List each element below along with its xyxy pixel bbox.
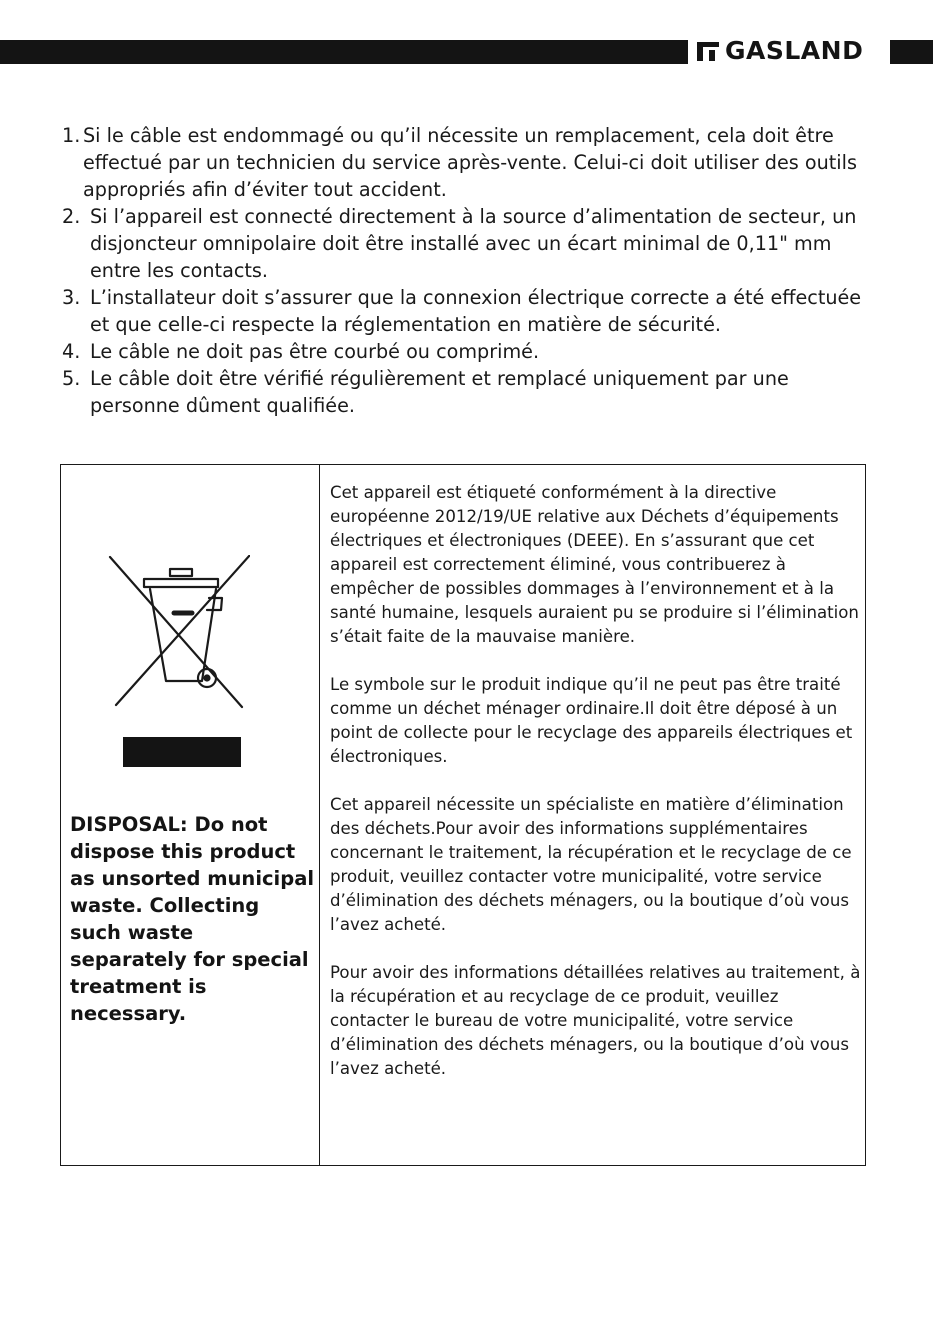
list-item-number: 4. xyxy=(62,340,81,363)
brand-name: GASLAND xyxy=(725,36,864,65)
list-item-text: Si l’appareil est connecté directement à la source d’alimentation de secteur, un disjoncteur omnipolaire doit être installé avec un écart minimal de 0,11" mm entre les contacts. xyxy=(90,205,857,282)
list-item-number: 2. xyxy=(62,205,81,228)
weee-paragraph: Cet appareil nécessite un spécialiste en matière d’élimination des déchets.Pour avoir des informations supplémentaires concernant le traitement, la récupération et le recyclage de ce produit, veuillez contacter votre municipalité, votre service d’élimination des déchets ménagers, ou la boutique d’où vous l’avez acheté. xyxy=(330,795,852,934)
list-item xyxy=(62,338,872,365)
weee-paragraph: Pour avoir des informations détaillées relatives au traitement, à la récupération et au recyclage de ce produit, veuillez contacter le bureau de votre municipalité, votre service d’élimination des déchets ménagers, ou la boutique d’où vous l’avez acheté. xyxy=(330,963,861,1078)
table-divider xyxy=(319,465,320,1165)
list-item xyxy=(62,203,872,284)
disposal-table xyxy=(60,464,866,1166)
list-item-number: 3. xyxy=(62,286,81,309)
list-item-text: Le câble doit être vérifié régulièrement et remplacé uniquement par une personne dûment qualifiée. xyxy=(90,367,789,417)
disposal-notice: DISPOSAL: Do not dispose this product as unsorted municipal waste. Collecting such waste separately for special treatment is necessary. xyxy=(70,813,315,1025)
list-item-text: L’installateur doit s’assurer que la connexion électrique correcte a été effectuée et que celle-ci respecte la réglementation en matière de sécurité. xyxy=(90,286,862,336)
weee-paragraph: Le symbole sur le produit indique qu’il ne peut pas être traité comme un déchet ménager ordinaire.Il doit être déposé à un point de collecte pour le recyclage des appareils électriques et électroniques. xyxy=(330,675,853,766)
header-bar-left xyxy=(0,40,688,64)
weee-paragraph: Cet appareil est étiqueté conformément à la directive européenne 2012/19/UE relative aux Déchets d’équipements électriques et électroniques (DEEE). En s’assurant que cet appareil est correctement éliminé, vous contribuerez à empêcher de possibles dommages à l’environnement et à la santé humaine, lesquels auraient pu se produire si l’élimination s’était faite de la mauvaise manière. xyxy=(330,483,859,646)
header-bar-right xyxy=(890,40,933,64)
brand-logo xyxy=(697,36,863,66)
list-item xyxy=(62,122,872,203)
brand-mark-icon xyxy=(697,40,719,62)
crossed-out-wheelie-bin-icon xyxy=(108,555,250,770)
weee-text xyxy=(330,481,862,1105)
list-item-number: 5. xyxy=(62,367,81,390)
list-item xyxy=(62,284,872,338)
list-item-text: Si le câble est endommagé ou qu’il nécessite un remplacement, cela doit être effectué par un technicien du service après-vente. Celui-ci doit utiliser des outils appropriés afin d’éviter tout accident. xyxy=(83,124,857,201)
list-item-number: 1. xyxy=(62,124,81,147)
list-item-text: Le câble ne doit pas être courbé ou comprimé. xyxy=(90,340,540,363)
list-item xyxy=(62,365,872,419)
instructions-list xyxy=(62,122,872,419)
